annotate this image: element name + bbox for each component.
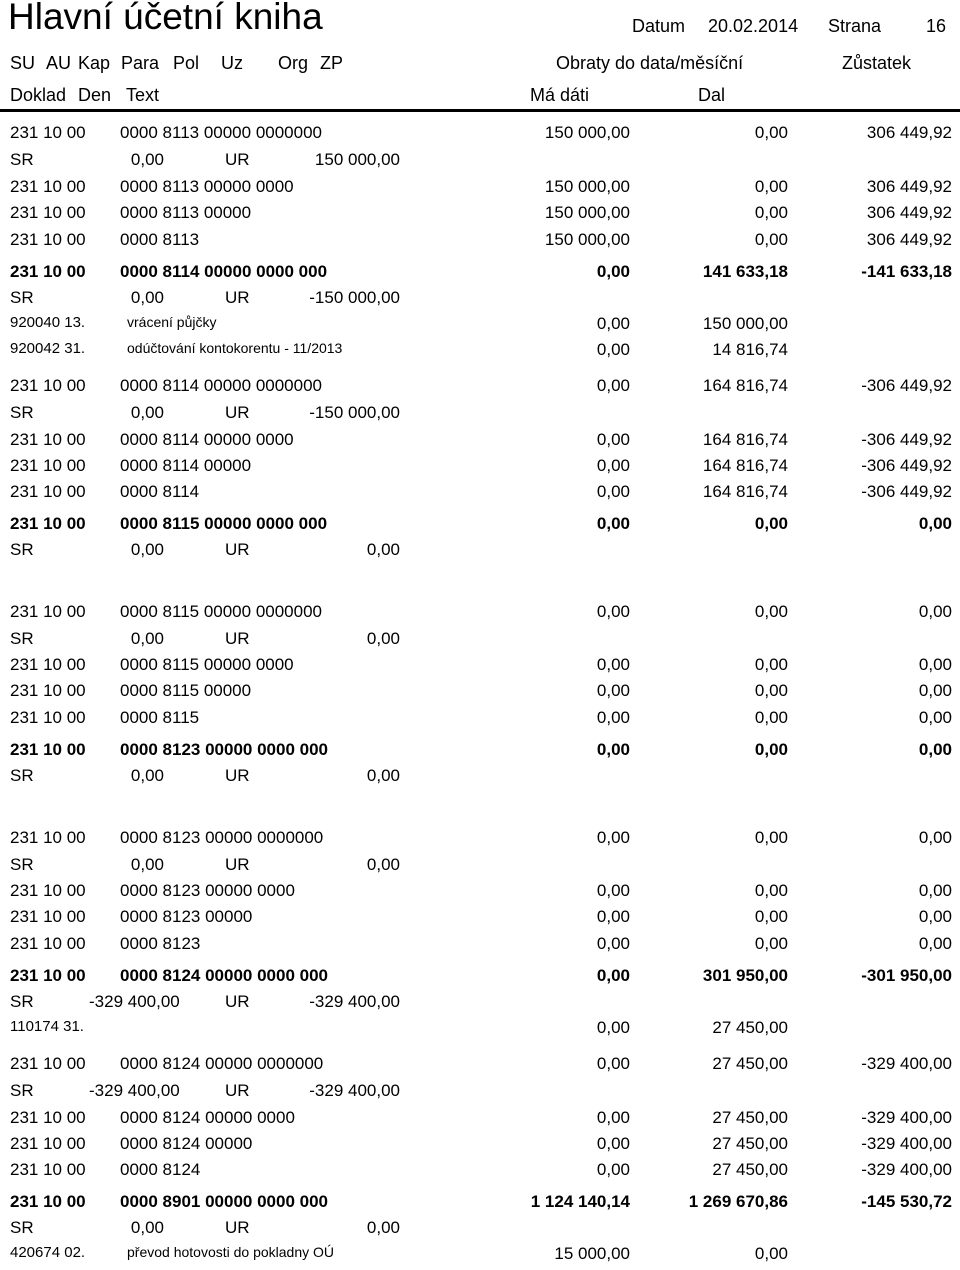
table-row [0, 376, 960, 402]
account-code: 231 10 00 [10, 123, 86, 142]
table-row [0, 150, 960, 176]
account-subcode: 0000 8115 00000 [120, 681, 252, 700]
dal-value: 0,00 [754, 907, 788, 926]
ur-value: -329 400,00 [309, 1081, 400, 1100]
zustatek-value: -329 400,00 [861, 1134, 952, 1153]
account-code: 231 10 00 [10, 230, 86, 249]
ma-dati-value: 0,00 [596, 376, 630, 395]
doklad-den: 920040 13. [10, 314, 86, 331]
zustatek-value: 0,00 [918, 514, 952, 533]
dal-value: 0,00 [754, 681, 788, 700]
ma-dati-value: 150 000,00 [544, 177, 630, 196]
zustatek-value: -329 400,00 [861, 1108, 952, 1127]
table-row [0, 340, 960, 366]
dal-value: 0,00 [754, 203, 788, 222]
ma-dati-value: 0,00 [596, 708, 630, 727]
col-zp: ZP [320, 53, 344, 73]
account-subcode: 0000 8124 00000 0000 [120, 1108, 295, 1127]
account-code: 231 10 00 [10, 740, 86, 759]
ur-value: -150 000,00 [309, 403, 400, 422]
zustatek-value: 0,00 [918, 934, 952, 953]
ma-dati-value: 150 000,00 [544, 230, 630, 249]
ma-dati-value: 0,00 [596, 456, 630, 475]
sr-value: 0,00 [130, 288, 164, 307]
account-code: 231 10 00 [10, 708, 86, 727]
table-row [0, 1218, 960, 1244]
table-row [0, 602, 960, 628]
ur-label: UR [225, 766, 250, 785]
zustatek-value: 0,00 [918, 602, 952, 621]
account-subcode: 0000 8113 00000 0000000 [120, 123, 322, 142]
sr-value: 0,00 [130, 629, 164, 648]
account-code: 231 10 00 [10, 1160, 86, 1179]
ma-dati-value: 15 000,00 [554, 1244, 630, 1263]
zustatek-value: -329 400,00 [861, 1160, 952, 1179]
ur-value: -329 400,00 [309, 992, 400, 1011]
ur-value: 0,00 [366, 855, 400, 874]
ur-label: UR [225, 1218, 250, 1237]
col-zustatek: Zůstatek [842, 53, 912, 73]
sr-label: SR [10, 403, 34, 422]
dal-value: 150 000,00 [702, 314, 788, 333]
dal-value: 164 816,74 [702, 430, 788, 449]
table-row [0, 123, 960, 149]
ma-dati-value: 0,00 [596, 430, 630, 449]
account-code: 231 10 00 [10, 681, 86, 700]
account-subcode: 0000 8114 00000 0000 [120, 430, 294, 449]
ur-label: UR [225, 629, 250, 648]
dal-value: 14 816,74 [712, 340, 788, 359]
account-subcode: 0000 8124 [120, 1160, 201, 1179]
account-subcode: 0000 8123 00000 0000 000 [120, 740, 328, 759]
table-row [0, 1160, 960, 1186]
ma-dati-value: 0,00 [596, 828, 630, 847]
ma-dati-value: 0,00 [596, 966, 630, 985]
account-code: 231 10 00 [10, 1054, 86, 1073]
dal-value: 164 816,74 [702, 376, 788, 395]
col-text: Text [126, 85, 160, 105]
dal-value: 164 816,74 [702, 456, 788, 475]
table-row [0, 1134, 960, 1160]
account-subcode: 0000 8901 00000 0000 000 [120, 1192, 328, 1211]
dal-value: 0,00 [754, 934, 788, 953]
doklad-den: 110174 31. [10, 1018, 84, 1035]
account-subcode: 0000 8113 [120, 230, 200, 249]
account-subcode: 0000 8115 [120, 708, 200, 727]
sr-value: 0,00 [130, 403, 164, 422]
sr-label: SR [10, 1081, 34, 1100]
col-kap: Kap [78, 53, 111, 73]
table-row [0, 629, 960, 655]
account-subcode: 0000 8123 00000 0000000 [120, 828, 324, 847]
ma-dati-value: 0,00 [596, 681, 630, 700]
table-row [0, 540, 960, 566]
dal-value: 0,00 [754, 881, 788, 900]
ur-label: UR [225, 150, 250, 169]
account-subcode: 0000 8113 00000 0000 [120, 177, 294, 196]
ur-value: 150 000,00 [314, 150, 400, 169]
account-code: 231 10 00 [10, 376, 86, 395]
sr-value: -329 400,00 [89, 1081, 180, 1100]
table-row [0, 708, 960, 734]
zustatek-value: 306 449,92 [866, 177, 952, 196]
ur-label: UR [225, 540, 250, 559]
table-row [0, 740, 960, 766]
zustatek-value: -141 633,18 [861, 262, 952, 281]
sr-value: -329 400,00 [89, 992, 180, 1011]
doklad-text: převod hotovosti do pokladny OÚ [127, 1244, 335, 1260]
col-uz: Uz [221, 53, 243, 73]
zustatek-value: 0,00 [918, 740, 952, 759]
sr-value: 0,00 [130, 855, 164, 874]
ur-label: UR [225, 992, 250, 1011]
zustatek-value: -329 400,00 [861, 1054, 952, 1073]
account-code: 231 10 00 [10, 482, 86, 501]
account-subcode: 0000 8124 00000 0000 000 [120, 966, 328, 985]
ma-dati-value: 0,00 [596, 655, 630, 674]
account-subcode: 0000 8123 00000 [120, 907, 253, 926]
dal-value: 0,00 [754, 828, 788, 847]
datum-label: Datum [632, 16, 686, 36]
account-subcode: 0000 8123 00000 0000 [120, 881, 295, 900]
ma-dati-value: 0,00 [596, 602, 630, 621]
zustatek-value: 0,00 [918, 708, 952, 727]
table-row [0, 430, 960, 456]
dal-value: 27 450,00 [712, 1108, 788, 1127]
account-subcode: 0000 8115 00000 0000 [120, 655, 294, 674]
table-row [0, 456, 960, 482]
zustatek-value: 306 449,92 [866, 123, 952, 142]
page-title: Hlavní účetní kniha [8, 0, 323, 37]
ur-value: 0,00 [366, 629, 400, 648]
table-row [0, 966, 960, 992]
sr-label: SR [10, 855, 34, 874]
dal-value: 27 450,00 [712, 1018, 788, 1037]
col-den: Den [78, 85, 112, 105]
account-subcode: 0000 8114 00000 [120, 456, 252, 475]
zustatek-value: -306 449,92 [861, 376, 952, 395]
table-row [0, 403, 960, 429]
sr-value: 0,00 [130, 766, 164, 785]
account-subcode: 0000 8123 [120, 934, 201, 953]
zustatek-value: -306 449,92 [861, 456, 952, 475]
dal-value: 0,00 [754, 177, 788, 196]
account-subcode: 0000 8115 00000 0000000 [120, 602, 322, 621]
zustatek-value: 0,00 [918, 681, 952, 700]
account-code: 231 10 00 [10, 1134, 86, 1153]
col-dal: Dal [698, 85, 726, 105]
table-row [0, 907, 960, 933]
ma-dati-value: 0,00 [596, 482, 630, 501]
col-ma-dati: Má dáti [530, 85, 590, 105]
ur-value: 0,00 [366, 766, 400, 785]
ur-label: UR [225, 288, 250, 307]
table-row [0, 992, 960, 1018]
table-row [0, 514, 960, 540]
account-subcode: 0000 8115 00000 0000 000 [120, 514, 328, 533]
dal-value: 27 450,00 [712, 1054, 788, 1073]
doklad-den: 420674 02. [10, 1244, 86, 1261]
table-row [0, 655, 960, 681]
zustatek-value: -301 950,00 [861, 966, 952, 985]
sr-value: 0,00 [130, 1218, 164, 1237]
ma-dati-value: 0,00 [596, 740, 630, 759]
strana-value: 16 [926, 16, 947, 36]
ma-dati-value: 0,00 [596, 907, 630, 926]
ur-value: 0,00 [366, 540, 400, 559]
zustatek-value: -145 530,72 [861, 1192, 952, 1211]
col-su: SU [10, 53, 36, 73]
account-subcode: 0000 8124 00000 [120, 1134, 253, 1153]
doklad-text: odúčtování kontokorentu - 11/2013 [127, 340, 343, 356]
zustatek-value: -306 449,92 [861, 430, 952, 449]
table-row [0, 1108, 960, 1134]
table-row [0, 177, 960, 203]
sr-value: 0,00 [130, 150, 164, 169]
col-org: Org [278, 53, 309, 73]
table-row [0, 262, 960, 288]
col-doklad: Doklad [10, 85, 67, 105]
datum-value: 20.02.2014 [708, 16, 799, 36]
ma-dati-value: 0,00 [596, 934, 630, 953]
ur-label: UR [225, 403, 250, 422]
table-row [0, 681, 960, 707]
dal-value: 0,00 [754, 740, 788, 759]
table-row [0, 482, 960, 508]
account-code: 231 10 00 [10, 655, 86, 674]
dal-value: 0,00 [754, 708, 788, 727]
table-row [0, 203, 960, 229]
dal-value: 0,00 [754, 655, 788, 674]
ma-dati-value: 0,00 [596, 314, 630, 333]
ma-dati-value: 0,00 [596, 1134, 630, 1153]
account-code: 231 10 00 [10, 602, 86, 621]
account-code: 231 10 00 [10, 430, 86, 449]
table-row [0, 1081, 960, 1107]
account-code: 231 10 00 [10, 828, 86, 847]
table-row [0, 828, 960, 854]
dal-value: 0,00 [754, 1244, 788, 1263]
account-code: 231 10 00 [10, 456, 86, 475]
ma-dati-value: 0,00 [596, 881, 630, 900]
ma-dati-value: 0,00 [596, 1018, 630, 1037]
sr-label: SR [10, 766, 34, 785]
table-row [0, 314, 960, 340]
account-subcode: 0000 8114 [120, 482, 200, 501]
ma-dati-value: 0,00 [596, 1160, 630, 1179]
zustatek-value: 306 449,92 [866, 230, 952, 249]
dal-value: 141 633,18 [702, 262, 788, 281]
account-subcode: 0000 8114 00000 0000 000 [120, 262, 328, 281]
ur-value: -150 000,00 [309, 288, 400, 307]
dal-value: 0,00 [754, 514, 788, 533]
doklad-text: vrácení půjčky [127, 314, 217, 330]
col-obraty: Obraty do data/měsíční [556, 53, 744, 73]
account-subcode: 0000 8114 00000 0000000 [120, 376, 322, 395]
sr-label: SR [10, 540, 34, 559]
account-code: 231 10 00 [10, 907, 86, 926]
dal-value: 27 450,00 [712, 1134, 788, 1153]
account-code: 231 10 00 [10, 966, 86, 985]
doklad-den: 920042 31. [10, 340, 86, 357]
col-pol: Pol [173, 53, 200, 73]
ma-dati-value: 0,00 [596, 340, 630, 359]
ma-dati-value: 0,00 [596, 262, 630, 281]
zustatek-value: 0,00 [918, 655, 952, 674]
account-code: 231 10 00 [10, 934, 86, 953]
zustatek-value: -306 449,92 [861, 482, 952, 501]
col-para: Para [121, 53, 160, 73]
dal-value: 301 950,00 [702, 966, 788, 985]
table-row [0, 766, 960, 792]
table-row [0, 881, 960, 907]
account-code: 231 10 00 [10, 262, 86, 281]
zustatek-value: 306 449,92 [866, 203, 952, 222]
ma-dati-value: 150 000,00 [544, 203, 630, 222]
table-row [0, 1192, 960, 1218]
account-subcode: 0000 8113 00000 [120, 203, 252, 222]
account-code: 231 10 00 [10, 203, 86, 222]
dal-value: 27 450,00 [712, 1160, 788, 1179]
sr-label: SR [10, 992, 34, 1011]
table-row [0, 1018, 960, 1044]
dal-value: 1 269 670,86 [688, 1192, 788, 1211]
table-row [0, 934, 960, 960]
sr-label: SR [10, 629, 34, 648]
dal-value: 164 816,74 [702, 482, 788, 501]
table-row [0, 288, 960, 314]
dal-value: 0,00 [754, 123, 788, 142]
account-code: 231 10 00 [10, 1192, 86, 1211]
table-row [0, 1054, 960, 1080]
sr-label: SR [10, 150, 34, 169]
ma-dati-value: 0,00 [596, 1054, 630, 1073]
col-au: AU [46, 53, 72, 73]
account-subcode: 0000 8124 00000 0000000 [120, 1054, 324, 1073]
strana-label: Strana [828, 16, 882, 36]
table-row [0, 1244, 960, 1270]
sr-value: 0,00 [130, 540, 164, 559]
table-row [0, 855, 960, 881]
ma-dati-value: 0,00 [596, 514, 630, 533]
ma-dati-value: 0,00 [596, 1108, 630, 1127]
table-row [0, 230, 960, 256]
dal-value: 0,00 [754, 602, 788, 621]
account-code: 231 10 00 [10, 1108, 86, 1127]
account-code: 231 10 00 [10, 881, 86, 900]
sr-label: SR [10, 288, 34, 307]
account-code: 231 10 00 [10, 177, 86, 196]
zustatek-value: 0,00 [918, 907, 952, 926]
zustatek-value: 0,00 [918, 881, 952, 900]
zustatek-value: 0,00 [918, 828, 952, 847]
ma-dati-value: 1 124 140,14 [530, 1192, 630, 1211]
sr-label: SR [10, 1218, 34, 1237]
header-divider [0, 109, 960, 112]
ma-dati-value: 150 000,00 [544, 123, 630, 142]
ur-label: UR [225, 855, 250, 874]
dal-value: 0,00 [754, 230, 788, 249]
account-code: 231 10 00 [10, 514, 86, 533]
ur-label: UR [225, 1081, 250, 1100]
ur-value: 0,00 [366, 1218, 400, 1237]
